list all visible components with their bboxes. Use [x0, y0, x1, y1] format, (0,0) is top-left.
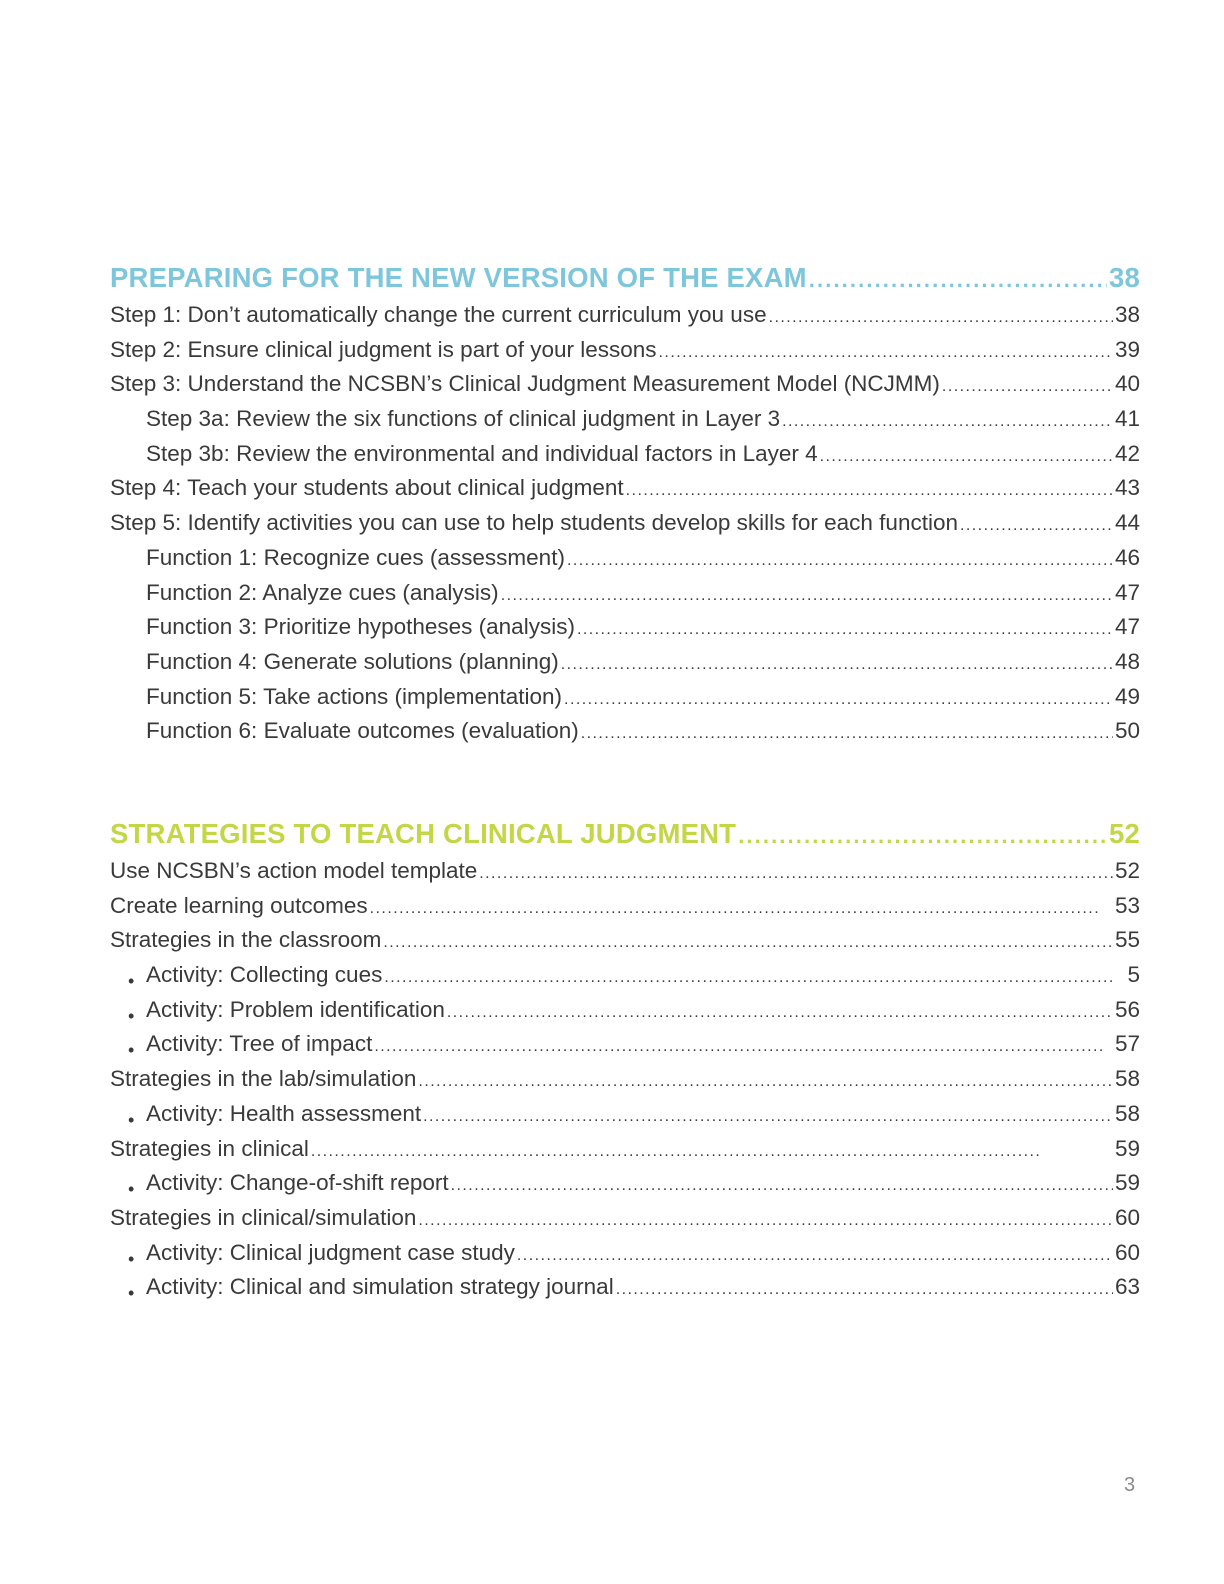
- toc-entry[interactable]: [110, 1274, 1140, 1309]
- dot-leader: [659, 344, 1113, 362]
- section-heading-title: PREPARING FOR THE NEW VERSION OF THE EXAM: [110, 262, 807, 293]
- toc-entry[interactable]: [110, 614, 1140, 649]
- toc-entry[interactable]: [110, 858, 1140, 893]
- toc-entry-title: Step 3: Understand the NCSBN’s Clinical Judgment Measurement Model (NCJMM): [110, 371, 940, 397]
- toc-entry-title: Activity: Clinical judgment case study: [146, 1239, 515, 1265]
- bullet-icon: •: [128, 1248, 135, 1269]
- dot-leader: [384, 969, 1125, 987]
- dot-leader: [769, 309, 1113, 327]
- bullet-icon: •: [128, 971, 135, 992]
- toc-entry-title: Strategies in clinical/simulation: [110, 1204, 417, 1230]
- toc-entry[interactable]: [110, 510, 1140, 545]
- dot-leader: [809, 267, 1107, 293]
- toc-entry-title: Step 5: Identify activities you can use to help students develop skills for each function: [110, 510, 958, 536]
- toc-entry[interactable]: [110, 1170, 1140, 1205]
- toc-entry-page: 60: [1114, 1239, 1140, 1265]
- toc-entry-title: Function 2: Analyze cues (analysis): [146, 579, 499, 605]
- toc-entry[interactable]: [110, 406, 1140, 441]
- toc-entry-title: Step 2: Ensure clinical judgment is part of your lessons: [110, 336, 657, 362]
- toc-entry-page: 50: [1114, 718, 1140, 744]
- dot-leader: [960, 517, 1113, 535]
- toc-entry-title: Step 3a: Review the six functions of clinical judgment in Layer 3: [146, 406, 781, 432]
- toc-entry-title: Step 1: Don’t automatically change the current curriculum you use: [110, 302, 767, 327]
- dot-leader: [567, 552, 1113, 570]
- dot-leader: [423, 1108, 1113, 1126]
- toc-entry[interactable]: [110, 997, 1140, 1032]
- toc-entry-page: 42: [1114, 440, 1140, 466]
- section-heading-title: STRATEGIES TO TEACH CLINICAL JUDGMENT: [110, 818, 737, 849]
- toc-entry-title: Activity: Collecting cues: [146, 962, 383, 988]
- bullet-icon: •: [128, 1283, 135, 1304]
- toc-entry[interactable]: [110, 1136, 1140, 1171]
- toc-entry-page: 59: [1114, 1170, 1140, 1196]
- toc-entry[interactable]: [110, 1066, 1140, 1101]
- toc-entry[interactable]: [110, 893, 1140, 928]
- dot-leader: [561, 656, 1113, 674]
- toc-entry-title: Function 5: Take actions (implementation): [146, 683, 563, 709]
- dot-leader: [383, 934, 1113, 952]
- dot-leader: [418, 1073, 1113, 1091]
- toc-entry-title: Activity: Health assessment: [146, 1100, 422, 1126]
- toc-entry-page: 52: [1114, 858, 1140, 883]
- dot-leader: [782, 413, 1113, 431]
- toc-entry[interactable]: [110, 1101, 1140, 1136]
- toc-entry-page: 58: [1114, 1066, 1140, 1092]
- toc-entry-page: 59: [1114, 1135, 1140, 1161]
- dot-leader: [517, 1247, 1113, 1265]
- toc-entry-title: Activity: Problem identification: [146, 996, 445, 1022]
- toc-entry-page: 44: [1114, 510, 1140, 536]
- toc-entry-title: Function 3: Prioritize hypotheses (analysis): [146, 614, 575, 640]
- toc-entry-page: 38: [1114, 302, 1140, 327]
- dot-leader: [374, 1038, 1113, 1056]
- toc-section-strategies: [110, 818, 1140, 1309]
- toc-entry-page: 41: [1114, 406, 1140, 432]
- dot-leader: [564, 691, 1113, 709]
- toc-entry-page: 57: [1114, 1031, 1140, 1057]
- section-heading[interactable]: [110, 262, 1140, 302]
- toc-entry-title: Function 6: Evaluate outcomes (evaluation): [146, 718, 579, 744]
- toc-entry-page: 43: [1114, 475, 1140, 501]
- toc-entry-title: Use NCSBN’s action model template: [110, 858, 478, 883]
- dot-leader: [447, 1004, 1113, 1022]
- section-heading-page: 38: [1109, 262, 1140, 293]
- bullet-icon: •: [128, 1179, 135, 1200]
- toc-entry[interactable]: [110, 927, 1140, 962]
- toc-entry-page: 40: [1114, 371, 1140, 397]
- toc-entry[interactable]: [110, 684, 1140, 719]
- dot-leader: [311, 1143, 1113, 1161]
- toc-entry-title: Step 4: Teach your students about clinical judgment: [110, 475, 624, 501]
- dot-leader: [577, 621, 1113, 639]
- dot-leader: [626, 482, 1113, 500]
- section-heading[interactable]: [110, 818, 1140, 858]
- toc-entry[interactable]: [110, 371, 1140, 406]
- toc-entry[interactable]: [110, 475, 1140, 510]
- toc-entry[interactable]: [110, 302, 1140, 337]
- toc-entry-title: Strategies in clinical: [110, 1135, 309, 1161]
- toc-entry-page: 47: [1114, 614, 1140, 640]
- toc-section-preparing: [110, 262, 1140, 753]
- toc-entry-title: Strategies in the classroom: [110, 927, 382, 953]
- toc-entry-title: Function 1: Recognize cues (assessment): [146, 544, 565, 570]
- toc-entry[interactable]: [110, 1240, 1140, 1275]
- dot-leader: [738, 823, 1107, 849]
- toc-entry[interactable]: [110, 649, 1140, 684]
- section-heading-page: 52: [1109, 818, 1140, 849]
- bullet-icon: •: [128, 1005, 135, 1026]
- toc-entry-page: 58: [1114, 1100, 1140, 1126]
- toc-entry-title: Strategies in the lab/simulation: [110, 1066, 417, 1092]
- toc-entry-title: Activity: Clinical and simulation strategy journal: [146, 1274, 614, 1300]
- toc-entry[interactable]: [110, 718, 1140, 753]
- dot-leader: [479, 865, 1113, 883]
- toc-entry-title: Create learning outcomes: [110, 892, 368, 918]
- toc-entry-page: 63: [1114, 1274, 1140, 1300]
- toc-entry-title: Activity: Change-of-shift report: [146, 1170, 449, 1196]
- toc-entry-title: Activity: Tree of impact: [146, 1031, 373, 1057]
- dot-leader: [942, 378, 1113, 396]
- page-number: 3: [1124, 1474, 1136, 1496]
- toc-entry[interactable]: [110, 962, 1140, 997]
- toc-entry[interactable]: [110, 441, 1140, 476]
- toc-entry[interactable]: [110, 1031, 1140, 1066]
- bullet-icon: •: [128, 1109, 135, 1130]
- dot-leader: [581, 725, 1113, 743]
- toc-entry-page: 56: [1114, 996, 1140, 1022]
- toc-entry-page: 48: [1114, 648, 1140, 674]
- toc-entry[interactable]: [110, 337, 1140, 372]
- dot-leader: [820, 448, 1113, 466]
- toc-entry-page: 47: [1114, 579, 1140, 605]
- toc-entry-title: Step 3b: Review the environmental and individual factors in Layer 4: [146, 440, 818, 466]
- toc-entry-page: 55: [1114, 927, 1140, 953]
- toc-entry-page: 5: [1127, 962, 1140, 988]
- dot-leader: [370, 900, 1113, 918]
- dot-leader: [451, 1177, 1113, 1195]
- toc-entry-page: 49: [1114, 683, 1140, 709]
- toc-entry[interactable]: [110, 1205, 1140, 1240]
- toc-entry-page: 53: [1114, 892, 1140, 918]
- toc-entry-page: 60: [1114, 1204, 1140, 1230]
- dot-leader: [501, 587, 1113, 605]
- toc-entry[interactable]: [110, 545, 1140, 580]
- toc-entry-page: 39: [1114, 336, 1140, 362]
- toc-entry[interactable]: [110, 580, 1140, 615]
- dot-leader: [418, 1212, 1113, 1230]
- dot-leader: [616, 1281, 1113, 1299]
- toc-entry-page: 46: [1114, 544, 1140, 570]
- toc-entry-title: Function 4: Generate solutions (planning): [146, 648, 559, 674]
- bullet-icon: •: [128, 1040, 135, 1061]
